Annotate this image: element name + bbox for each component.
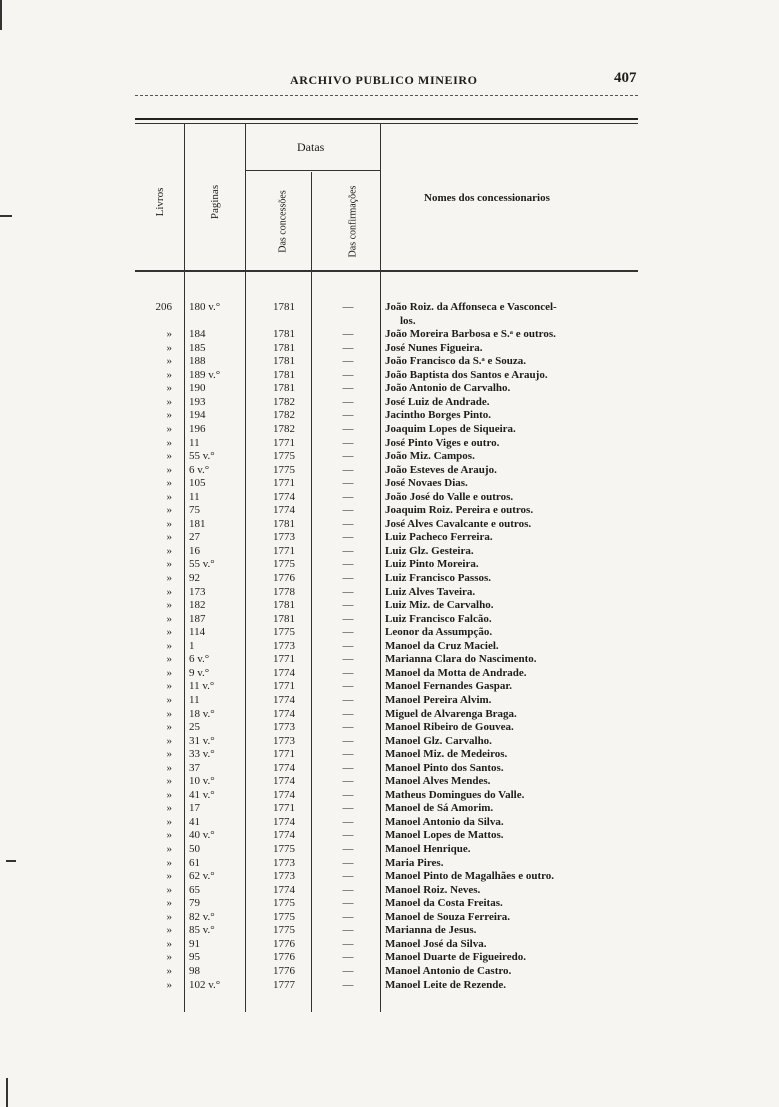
cell-confirmacao: — bbox=[342, 544, 354, 557]
cell-concessao: 1781 bbox=[273, 355, 295, 368]
cell-concessao: 1775 bbox=[273, 924, 295, 937]
cell-concessao: 1774 bbox=[273, 788, 295, 801]
cell-livro: » bbox=[166, 463, 172, 476]
page-number: 407 bbox=[614, 70, 637, 86]
cell-pagina: 27 bbox=[189, 531, 200, 544]
cell-concessao: 1773 bbox=[273, 870, 295, 883]
cell-confirmacao: — bbox=[342, 734, 354, 747]
cell-concessao: 1781 bbox=[273, 517, 295, 530]
cell-concessao: 1775 bbox=[273, 558, 295, 571]
table-top-rule-thin bbox=[135, 123, 638, 124]
cell-concessao: 1774 bbox=[273, 707, 295, 720]
cell-nome: João Antonio de Carvalho. bbox=[385, 382, 511, 395]
cell-confirmacao: — bbox=[342, 477, 354, 490]
cell-confirmacao: — bbox=[342, 775, 354, 788]
cell-nome: João Moreira Barbosa e S.ᵃ e outros. bbox=[385, 328, 556, 341]
cell-nome: Manoel Glz. Carvalho. bbox=[385, 734, 492, 747]
cell-livro: » bbox=[166, 775, 172, 788]
header-livros: Livros bbox=[154, 187, 166, 217]
cell-pagina: 41 bbox=[189, 815, 200, 828]
cell-concessao: 1771 bbox=[273, 653, 295, 666]
cell-concessao: 1774 bbox=[273, 693, 295, 706]
cell-livro: » bbox=[166, 328, 172, 341]
cell-pagina: 65 bbox=[189, 883, 200, 896]
cell-nome: Manoel Miz. de Medeiros. bbox=[385, 748, 508, 761]
cell-pagina: 40 v.° bbox=[189, 829, 215, 842]
cell-concessao: 1782 bbox=[273, 409, 295, 422]
cell-pagina: 180 v.° bbox=[189, 301, 221, 313]
cell-nome: Manoel Lopes de Mattos. bbox=[385, 829, 504, 842]
cell-livro: » bbox=[166, 626, 172, 639]
cell-pagina: 55 v.° bbox=[189, 450, 215, 463]
cell-concessao: 1771 bbox=[273, 748, 295, 761]
cell-livro: » bbox=[166, 639, 172, 652]
cell-confirmacao: — bbox=[342, 937, 354, 950]
cell-pagina: 189 v.° bbox=[189, 368, 221, 381]
cell-concessao: 1774 bbox=[273, 815, 295, 828]
cell-confirmacao: — bbox=[342, 382, 354, 395]
header-bottom-rule bbox=[135, 270, 638, 272]
cell-livro: » bbox=[166, 829, 172, 842]
cell-concessao: 1782 bbox=[273, 422, 295, 435]
cell-pagina: 6 v.° bbox=[189, 653, 210, 666]
cell-livro: » bbox=[166, 612, 172, 625]
cell-pagina: 196 bbox=[189, 422, 206, 435]
cell-livro: » bbox=[166, 395, 172, 408]
cell-confirmacao: — bbox=[342, 748, 354, 761]
cell-pagina: 61 bbox=[189, 856, 200, 869]
cell-confirmacao: — bbox=[342, 395, 354, 408]
cell-pagina: 181 bbox=[189, 517, 206, 530]
cell-concessao: 1773 bbox=[273, 734, 295, 747]
cell-pagina: 95 bbox=[189, 951, 200, 964]
cell-concessao: 1774 bbox=[273, 761, 295, 774]
cell-nome: Manoel da Motta de Andrade. bbox=[385, 666, 527, 679]
cell-nome: Manoel Pinto dos Santos. bbox=[385, 761, 504, 774]
cell-pagina: 184 bbox=[189, 328, 206, 341]
cell-nome: João Francisco da S.ᵃ e Souza. bbox=[385, 355, 527, 368]
cell-livro: » bbox=[166, 517, 172, 530]
cell-pagina: 50 bbox=[189, 843, 200, 855]
cell-confirmacao: — bbox=[342, 964, 354, 977]
cell-pagina: 91 bbox=[189, 937, 200, 950]
cell-livro: » bbox=[166, 978, 172, 991]
cell-nome: Leonor da Assumpção. bbox=[385, 626, 493, 639]
cell-pagina: 55 v.° bbox=[189, 558, 215, 571]
col-divider-livros bbox=[184, 124, 185, 1012]
col-divider-concessoes bbox=[311, 172, 312, 1012]
cell-livro: » bbox=[166, 409, 172, 422]
cell-pagina: 182 bbox=[189, 599, 206, 612]
cell-nome: Marianna de Jesus. bbox=[385, 924, 477, 937]
datas-group-rule bbox=[245, 170, 380, 171]
cell-nome: Miguel de Alvarenga Braga. bbox=[385, 707, 517, 720]
cell-concessao: 1781 bbox=[273, 382, 295, 395]
cell-nome: Luiz Pacheco Ferreira. bbox=[385, 531, 493, 544]
cell-confirmacao: — bbox=[342, 680, 354, 693]
cell-confirmacao: — bbox=[342, 897, 354, 910]
cell-confirmacao: — bbox=[342, 409, 354, 422]
cell-concessao: 1775 bbox=[273, 626, 295, 639]
cell-livro: » bbox=[166, 761, 172, 774]
cell-pagina: 190 bbox=[189, 382, 206, 395]
cell-nome: João Esteves de Araujo. bbox=[385, 463, 497, 476]
header-rule bbox=[135, 95, 638, 96]
cell-concessao: 1774 bbox=[273, 829, 295, 842]
margin-mark bbox=[6, 860, 16, 862]
cell-concessao: 1781 bbox=[273, 328, 295, 341]
cell-confirmacao: — bbox=[342, 301, 354, 313]
cell-concessao: 1776 bbox=[273, 572, 295, 584]
cell-livro: » bbox=[166, 422, 172, 435]
cell-pagina: 62 v.° bbox=[189, 870, 215, 883]
cell-confirmacao: — bbox=[342, 883, 354, 896]
cell-confirmacao: — bbox=[342, 910, 354, 923]
cell-nome: Luiz Francisco Falcão. bbox=[385, 612, 492, 625]
cell-nome: Manoel de Sá Amorim. bbox=[385, 802, 494, 815]
cell-pagina: 25 bbox=[189, 721, 200, 734]
cell-concessao: 1774 bbox=[273, 490, 295, 503]
cell-nome: Luiz Glz. Gesteira. bbox=[385, 544, 474, 557]
cell-concessao: 1774 bbox=[273, 775, 295, 788]
cell-livro: » bbox=[166, 544, 172, 557]
table-top-rule bbox=[135, 118, 638, 120]
cell-confirmacao: — bbox=[342, 653, 354, 666]
cell-nome: Manoel Henrique. bbox=[385, 843, 471, 855]
running-header-title: ARCHIVO PUBLICO MINEIRO bbox=[290, 73, 478, 87]
cell-concessao: 1782 bbox=[273, 395, 295, 408]
cell-livro: » bbox=[166, 558, 172, 571]
cell-livro: » bbox=[166, 951, 172, 964]
cell-concessao: 1775 bbox=[273, 897, 295, 910]
cell-pagina: 11 bbox=[189, 693, 200, 706]
cell-livro: » bbox=[166, 341, 172, 354]
cell-pagina: 11 bbox=[189, 490, 200, 503]
cell-livro: » bbox=[166, 788, 172, 801]
cell-livro: » bbox=[166, 721, 172, 734]
cell-nome: José Novaes Dias. bbox=[385, 477, 468, 490]
cell-concessao: 1781 bbox=[273, 341, 295, 354]
cell-nome: Joaquim Roiz. Pereira e outros. bbox=[385, 504, 534, 517]
cell-concessao: 1771 bbox=[273, 544, 295, 557]
header-confirmacoes: Das confirmações bbox=[347, 185, 359, 258]
cell-confirmacao: — bbox=[342, 721, 354, 734]
cell-concessao: 1771 bbox=[273, 680, 295, 693]
cell-pagina: 10 v.° bbox=[189, 775, 215, 788]
cell-pagina: 105 bbox=[189, 477, 206, 490]
cell-confirmacao: — bbox=[342, 666, 354, 679]
cell-concessao: 1773 bbox=[273, 721, 295, 734]
cell-confirmacao: — bbox=[342, 585, 354, 598]
cell-pagina: 114 bbox=[189, 626, 206, 639]
cell-confirmacao: — bbox=[342, 856, 354, 869]
cell-confirmacao: — bbox=[342, 436, 354, 449]
cell-nome: João Miz. Campos. bbox=[385, 450, 475, 463]
cell-livro: » bbox=[166, 734, 172, 747]
cell-concessao: 1773 bbox=[273, 531, 295, 544]
cell-livro: » bbox=[166, 693, 172, 706]
cell-nome: João Roiz. da Affonseca e Vasconcel- bbox=[385, 301, 557, 313]
cell-confirmacao: — bbox=[342, 761, 354, 774]
cell-livro: » bbox=[166, 937, 172, 950]
cell-nome: Manoel Duarte de Figueiredo. bbox=[385, 951, 526, 964]
margin-mark bbox=[0, 215, 12, 217]
cell-nome: Manoel Leite de Rezende. bbox=[385, 978, 506, 991]
cell-confirmacao: — bbox=[342, 450, 354, 463]
cell-confirmacao: — bbox=[342, 870, 354, 883]
cell-confirmacao: — bbox=[342, 978, 354, 991]
cell-livro: » bbox=[166, 666, 172, 679]
cell-concessao: 1775 bbox=[273, 463, 295, 476]
cell-livro: » bbox=[166, 368, 172, 381]
cell-pagina: 188 bbox=[189, 355, 206, 368]
cell-concessao: 1775 bbox=[273, 450, 295, 463]
cell-nome: Manoel Pereira Alvim. bbox=[385, 693, 492, 706]
cell-concessao: 1781 bbox=[273, 612, 295, 625]
cell-nome: José Alves Cavalcante e outros. bbox=[385, 517, 532, 530]
cell-confirmacao: — bbox=[342, 693, 354, 706]
header-nomes: Nomes dos concessionarios bbox=[424, 192, 550, 204]
cell-pagina: 6 v.° bbox=[189, 463, 210, 476]
cell-nome: los. bbox=[400, 314, 416, 327]
cell-confirmacao: — bbox=[342, 815, 354, 828]
cell-nome: Luiz Alves Taveira. bbox=[385, 585, 476, 598]
cell-nome: Manoel Roiz. Neves. bbox=[385, 883, 481, 896]
cell-nome: José Luiz de Andrade. bbox=[385, 395, 490, 408]
cell-confirmacao: — bbox=[342, 843, 354, 855]
cell-confirmacao: — bbox=[342, 463, 354, 476]
cell-nome: Luiz Pinto Moreira. bbox=[385, 558, 479, 571]
cell-nome: Jacintho Borges Pinto. bbox=[385, 409, 492, 422]
cell-pagina: 11 v.° bbox=[189, 680, 215, 693]
cell-confirmacao: — bbox=[342, 626, 354, 639]
cell-confirmacao: — bbox=[342, 531, 354, 544]
cell-pagina: 1 bbox=[189, 639, 195, 652]
cell-livro: » bbox=[166, 531, 172, 544]
cell-pagina: 17 bbox=[189, 802, 200, 815]
cell-livro: » bbox=[166, 870, 172, 883]
cell-livro: » bbox=[166, 856, 172, 869]
cell-nome: José Pinto Viges e outro. bbox=[385, 436, 500, 449]
cell-pagina: 102 v.° bbox=[189, 978, 221, 991]
cell-nome: Manoel Antonio da Silva. bbox=[385, 815, 504, 828]
header-concessoes: Das concessões bbox=[277, 190, 289, 253]
cell-nome: Luiz Miz. de Carvalho. bbox=[385, 599, 494, 612]
col-divider-paginas bbox=[245, 124, 246, 1012]
cell-concessao: 1775 bbox=[273, 910, 295, 923]
cell-pagina: 18 v.° bbox=[189, 707, 215, 720]
cell-concessao: 1771 bbox=[273, 477, 295, 490]
cell-concessao: 1771 bbox=[273, 802, 295, 815]
cell-livro: » bbox=[166, 910, 172, 923]
cell-confirmacao: — bbox=[342, 558, 354, 571]
cell-confirmacao: — bbox=[342, 572, 354, 584]
cell-nome: José Nunes Figueira. bbox=[385, 341, 483, 354]
cell-pagina: 9 v.° bbox=[189, 666, 210, 679]
cell-nome: Manoel de Souza Ferreira. bbox=[385, 910, 511, 923]
cell-pagina: 98 bbox=[189, 964, 200, 977]
cell-concessao: 1781 bbox=[273, 599, 295, 612]
cell-livro: » bbox=[166, 450, 172, 463]
cell-pagina: 79 bbox=[189, 897, 200, 910]
cell-concessao: 1771 bbox=[273, 436, 295, 449]
cell-livro: » bbox=[166, 802, 172, 815]
cell-nome: Matheus Domingues do Valle. bbox=[385, 788, 525, 801]
cell-nome: João Baptista dos Santos e Araujo. bbox=[385, 368, 548, 381]
margin-mark bbox=[6, 1078, 8, 1107]
cell-nome: Manoel da Cruz Maciel. bbox=[385, 639, 499, 652]
cell-nome: Manoel Fernandes Gaspar. bbox=[385, 680, 513, 693]
cell-pagina: 37 bbox=[189, 761, 200, 774]
cell-confirmacao: — bbox=[342, 599, 354, 612]
cell-pagina: 92 bbox=[189, 572, 200, 584]
cell-concessao: 1776 bbox=[273, 951, 295, 964]
cell-livro: » bbox=[166, 883, 172, 896]
cell-nome: Maria Pires. bbox=[385, 856, 444, 869]
cell-livro: » bbox=[166, 504, 172, 517]
header-datas: Datas bbox=[297, 140, 325, 154]
cell-concessao: 1773 bbox=[273, 639, 295, 652]
cell-pagina: 31 v.° bbox=[189, 734, 215, 747]
cell-confirmacao: — bbox=[342, 341, 354, 354]
cell-livro: » bbox=[166, 924, 172, 937]
cell-nome: Manoel Pinto de Magalhães e outro. bbox=[385, 870, 555, 883]
cell-confirmacao: — bbox=[342, 490, 354, 503]
cell-concessao: 1774 bbox=[273, 883, 295, 896]
header-paginas: Paginas bbox=[209, 184, 221, 220]
cell-concessao: 1781 bbox=[273, 301, 295, 313]
cell-livro: » bbox=[166, 585, 172, 598]
cell-livro: » bbox=[166, 748, 172, 761]
cell-concessao: 1777 bbox=[273, 978, 295, 991]
cell-concessao: 1774 bbox=[273, 666, 295, 679]
cell-concessao: 1775 bbox=[273, 843, 295, 855]
cell-concessao: 1778 bbox=[273, 585, 295, 598]
cell-confirmacao: — bbox=[342, 707, 354, 720]
cell-pagina: 185 bbox=[189, 341, 206, 354]
cell-confirmacao: — bbox=[342, 924, 354, 937]
cell-pagina: 33 v.° bbox=[189, 748, 215, 761]
cell-concessao: 1773 bbox=[273, 856, 295, 869]
cell-nome: Manoel José da Silva. bbox=[385, 937, 487, 950]
cell-livro: » bbox=[166, 897, 172, 910]
cell-nome: Manoel Alves Mendes. bbox=[385, 775, 491, 788]
cell-livro: » bbox=[166, 490, 172, 503]
cell-confirmacao: — bbox=[342, 328, 354, 341]
cell-livro: » bbox=[166, 436, 172, 449]
cell-pagina: 75 bbox=[189, 504, 200, 517]
cell-pagina: 85 v.° bbox=[189, 924, 215, 937]
cell-pagina: 82 v.° bbox=[189, 910, 215, 923]
cell-livro: 206 bbox=[155, 301, 172, 313]
cell-confirmacao: — bbox=[342, 504, 354, 517]
cell-nome: Marianna Clara do Nascimento. bbox=[385, 653, 537, 666]
cell-pagina: 187 bbox=[189, 612, 206, 625]
cell-concessao: 1776 bbox=[273, 964, 295, 977]
cell-concessao: 1776 bbox=[273, 937, 295, 950]
cell-pagina: 11 bbox=[189, 436, 200, 449]
cell-livro: » bbox=[166, 843, 172, 855]
cell-nome: João José do Valle e outros. bbox=[385, 490, 514, 503]
cell-confirmacao: — bbox=[342, 355, 354, 368]
cell-confirmacao: — bbox=[342, 517, 354, 530]
cell-pagina: 193 bbox=[189, 395, 206, 408]
cell-confirmacao: — bbox=[342, 639, 354, 652]
cell-nome: Luiz Francisco Passos. bbox=[385, 572, 492, 584]
cell-confirmacao: — bbox=[342, 422, 354, 435]
cell-livro: » bbox=[166, 964, 172, 977]
col-divider-confirmacoes bbox=[380, 124, 381, 1012]
cell-confirmacao: — bbox=[342, 829, 354, 842]
cell-nome: Joaquim Lopes de Siqueira. bbox=[385, 422, 516, 435]
cell-confirmacao: — bbox=[342, 951, 354, 964]
cell-livro: » bbox=[166, 599, 172, 612]
cell-pagina: 194 bbox=[189, 409, 206, 422]
margin-mark bbox=[0, 0, 2, 30]
cell-pagina: 41 v.° bbox=[189, 788, 215, 801]
cell-pagina: 173 bbox=[189, 585, 206, 598]
cell-nome: Manoel da Costa Freitas. bbox=[385, 897, 503, 910]
cell-confirmacao: — bbox=[342, 788, 354, 801]
cell-livro: » bbox=[166, 382, 172, 395]
cell-livro: » bbox=[166, 815, 172, 828]
cell-concessao: 1781 bbox=[273, 368, 295, 381]
cell-livro: » bbox=[166, 572, 172, 584]
cell-confirmacao: — bbox=[342, 368, 354, 381]
cell-concessao: 1774 bbox=[273, 504, 295, 517]
cell-confirmacao: — bbox=[342, 612, 354, 625]
cell-livro: » bbox=[166, 680, 172, 693]
cell-livro: » bbox=[166, 477, 172, 490]
cell-livro: » bbox=[166, 653, 172, 666]
cell-livro: » bbox=[166, 707, 172, 720]
cell-livro: » bbox=[166, 355, 172, 368]
cell-nome: Manoel Ribeiro de Gouvea. bbox=[385, 721, 514, 734]
cell-nome: Manoel Antonio de Castro. bbox=[385, 964, 512, 977]
cell-confirmacao: — bbox=[342, 802, 354, 815]
cell-pagina: 16 bbox=[189, 544, 200, 557]
